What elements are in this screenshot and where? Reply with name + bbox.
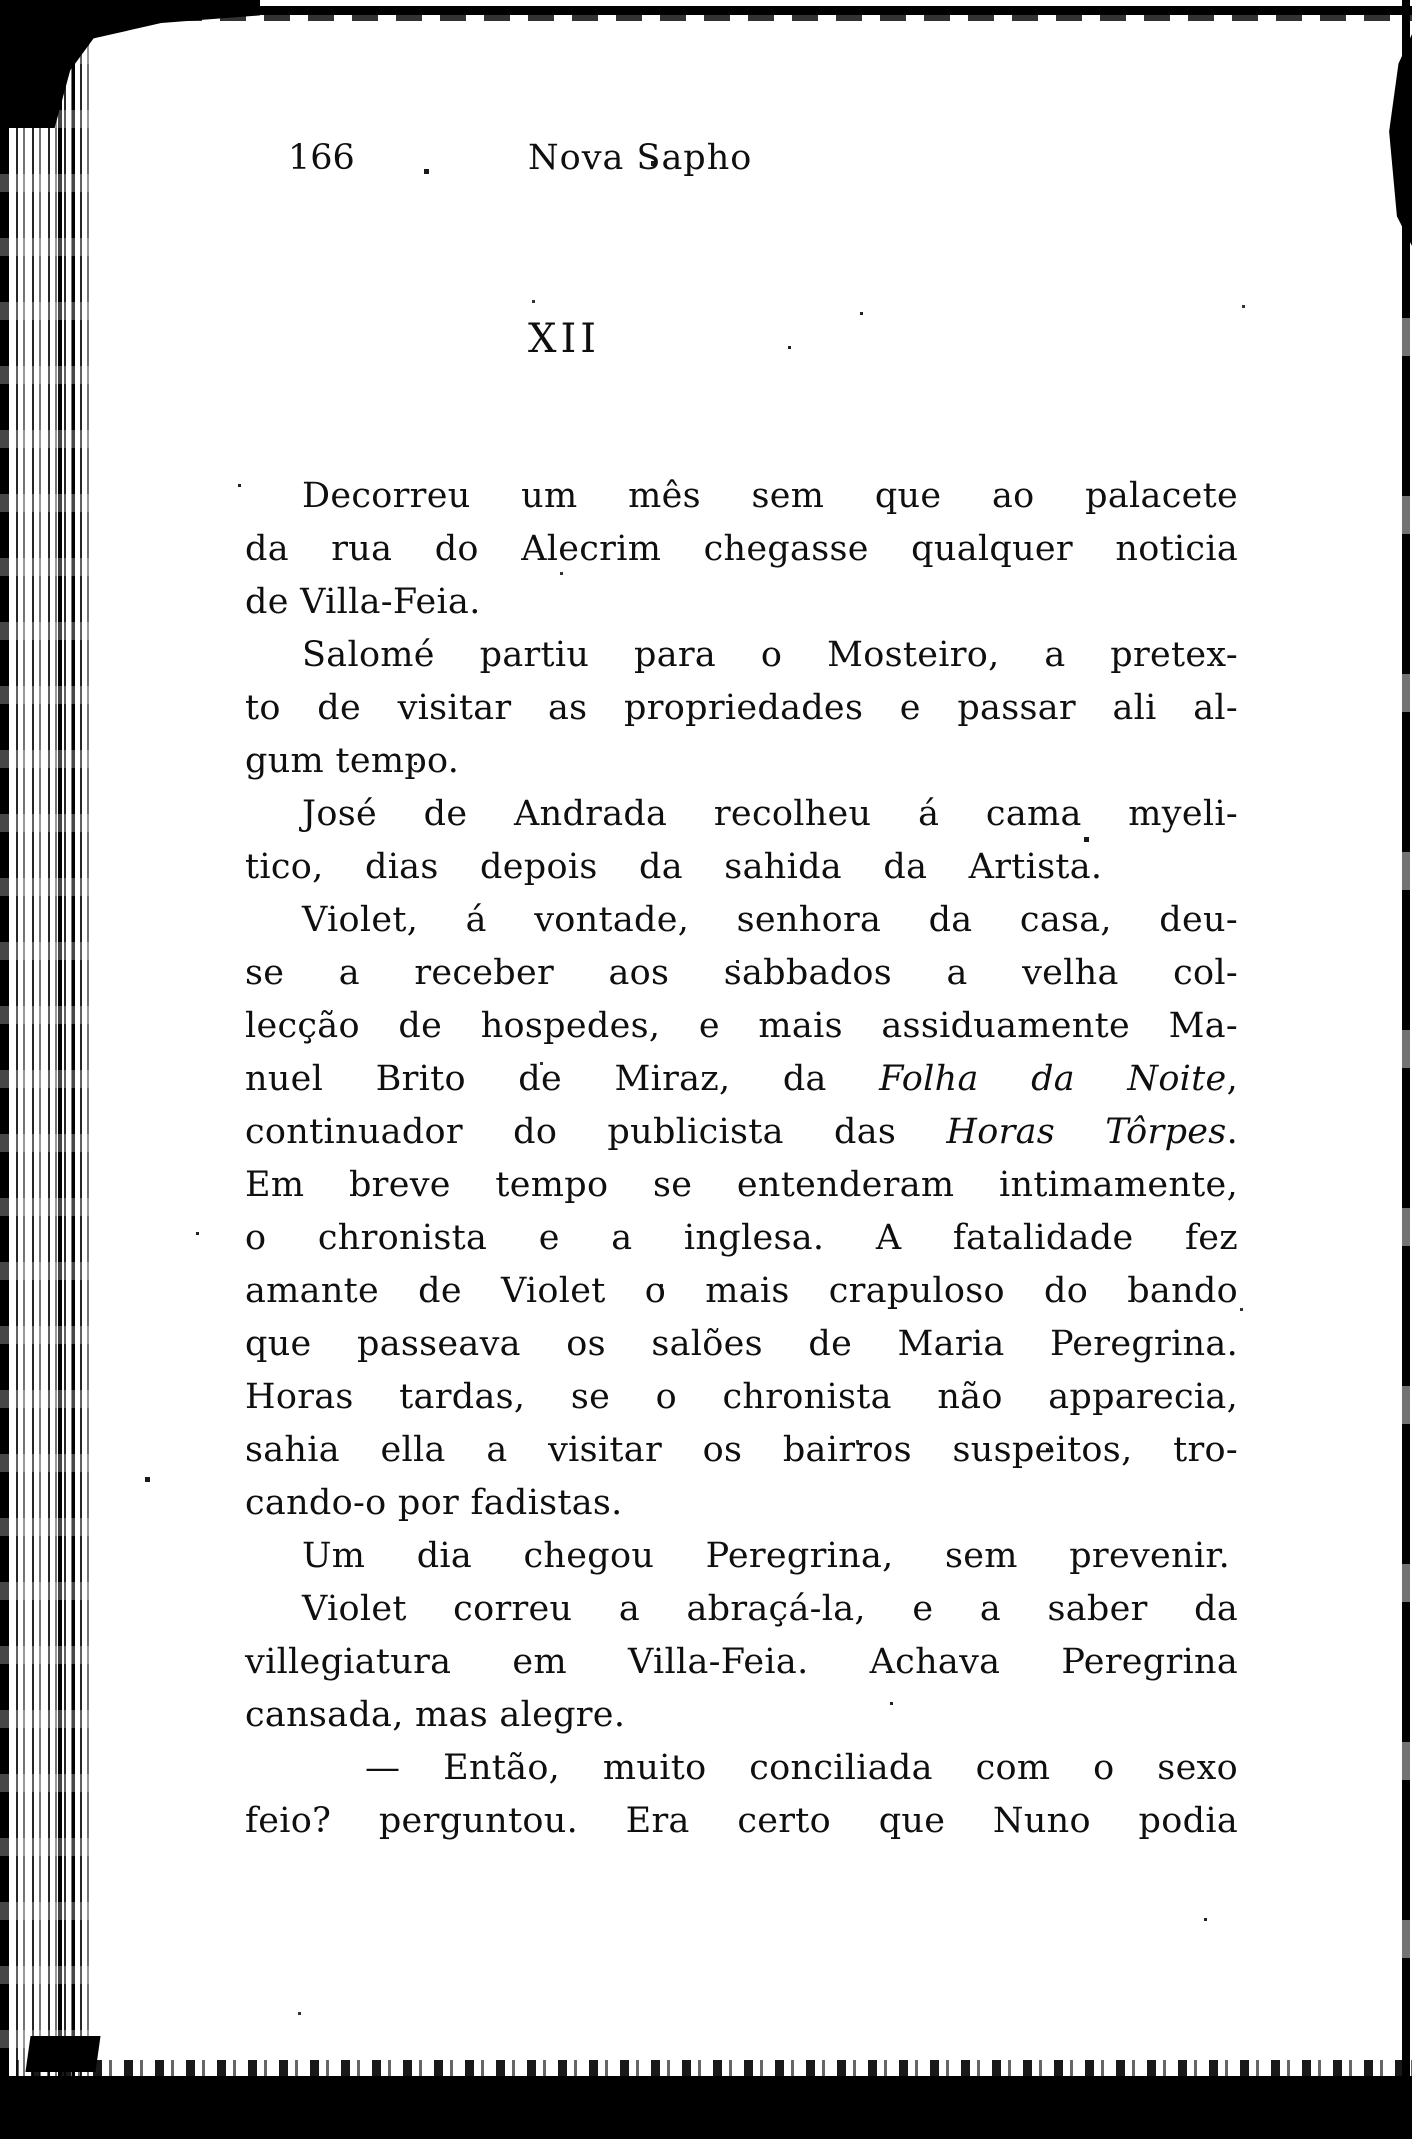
text-segment: que passeava os salões de Maria Peregrina. bbox=[245, 1324, 1238, 1364]
text-line bbox=[245, 947, 1238, 1000]
paragraph bbox=[245, 894, 1238, 1530]
text-line bbox=[245, 1212, 1238, 1265]
text-line bbox=[245, 1318, 1238, 1371]
text-segment: Violet, á vontade, senhora da casa, deu- bbox=[302, 900, 1238, 940]
text-line bbox=[245, 1795, 1238, 1848]
text-segment: . bbox=[1226, 1112, 1238, 1152]
text-line bbox=[245, 735, 1238, 788]
page-number: 166 bbox=[288, 138, 355, 178]
scan-gutter-streaks bbox=[0, 0, 95, 2139]
text-segment: to de visitar as propriedades e passar ali al- bbox=[245, 688, 1238, 728]
text-line bbox=[245, 1053, 1238, 1106]
text-segment: feio? perguntou. Era certo que Nuno podia bbox=[245, 1801, 1238, 1841]
text-line bbox=[245, 894, 1238, 947]
paragraph bbox=[245, 1530, 1238, 1583]
paragraph bbox=[245, 1583, 1238, 1742]
scan-specks bbox=[0, 0, 3, 3]
text-segment: Salomé partiu para o Mosteiro, a pretex- bbox=[302, 635, 1238, 675]
text-segment: villegiatura em Villa-Feia. Achava Peregrina bbox=[245, 1642, 1238, 1682]
text-line bbox=[245, 1371, 1238, 1424]
chapter-heading: XII bbox=[528, 316, 601, 362]
text-segment: Violet correu a abraçá-la, e a saber da bbox=[302, 1589, 1238, 1629]
text-segment: — Então, muito conciliada com o sexo bbox=[365, 1748, 1238, 1788]
text-line bbox=[245, 1530, 1238, 1583]
text-line bbox=[245, 1424, 1238, 1477]
paragraph bbox=[245, 788, 1238, 894]
text-line bbox=[245, 1477, 1238, 1530]
text-segment: José de Andrada recolheu á cama myeli- bbox=[302, 794, 1238, 834]
text-segment: Decorreu um mês sem que ao palacete bbox=[302, 476, 1238, 516]
text-segment: Um dia chegou Peregrina, sem prevenir. bbox=[302, 1536, 1230, 1576]
scan-right-edge bbox=[1402, 0, 1410, 2139]
text-segment: Em breve tempo se entenderam intimamente, bbox=[245, 1165, 1238, 1205]
text-segment: lecção de hospedes, e mais assiduamente Ma- bbox=[245, 1006, 1238, 1046]
text-segment: continuador do publicista das bbox=[245, 1112, 947, 1152]
text-line bbox=[245, 788, 1238, 841]
italic-publication-title: Horas Tôrpes bbox=[946, 1112, 1227, 1152]
paragraph bbox=[245, 470, 1238, 629]
paragraph bbox=[245, 1742, 1238, 1848]
text-segment: gum tempo. bbox=[245, 741, 460, 781]
scan-blob-bottom-left bbox=[25, 2036, 100, 2072]
text-segment: tico, dias depois da sahida da Artista. bbox=[245, 847, 1103, 887]
text-line bbox=[245, 1636, 1238, 1689]
page-header bbox=[0, 138, 1412, 188]
text-line bbox=[245, 1000, 1238, 1053]
text-segment: da rua do Alecrim chegasse qualquer noticia bbox=[245, 529, 1238, 569]
text-line bbox=[245, 1159, 1238, 1212]
text-segment: sahia ella a visitar os bairros suspeitos, tro- bbox=[245, 1430, 1238, 1470]
running-title: Nova Sapho bbox=[528, 138, 753, 178]
text-line bbox=[245, 841, 1238, 894]
text-segment: de Villa-Feia. bbox=[245, 582, 481, 622]
text-segment: cansada, mas alegre. bbox=[245, 1695, 626, 1735]
text-line bbox=[245, 1265, 1238, 1318]
text-line bbox=[245, 576, 1238, 629]
text-segment: o chronista e a inglesa. A fatalidade fez bbox=[245, 1218, 1238, 1258]
text-segment: cando-o por fadistas. bbox=[245, 1483, 623, 1523]
text-line bbox=[245, 629, 1238, 682]
text-segment: nuel Brito de Miraz, da bbox=[245, 1059, 880, 1099]
text-line bbox=[245, 523, 1238, 576]
scan-bottom-black-band bbox=[0, 2076, 1412, 2139]
italic-publication-title: Folha da Noite bbox=[879, 1059, 1227, 1099]
body-text bbox=[245, 470, 1238, 1848]
text-line bbox=[245, 1106, 1238, 1159]
text-line bbox=[245, 1742, 1238, 1795]
paragraph bbox=[245, 629, 1238, 788]
text-segment: se a receber aos sabbados a velha col- bbox=[245, 953, 1238, 993]
text-segment: Horas tardas, se o chronista não apparecia, bbox=[245, 1377, 1238, 1417]
text-line bbox=[245, 470, 1238, 523]
text-line bbox=[245, 1689, 1238, 1742]
text-line bbox=[245, 682, 1238, 735]
text-segment: , bbox=[1226, 1059, 1238, 1099]
text-line bbox=[245, 1583, 1238, 1636]
text-segment: amante de Violet o mais crapuloso do bando bbox=[245, 1271, 1238, 1311]
